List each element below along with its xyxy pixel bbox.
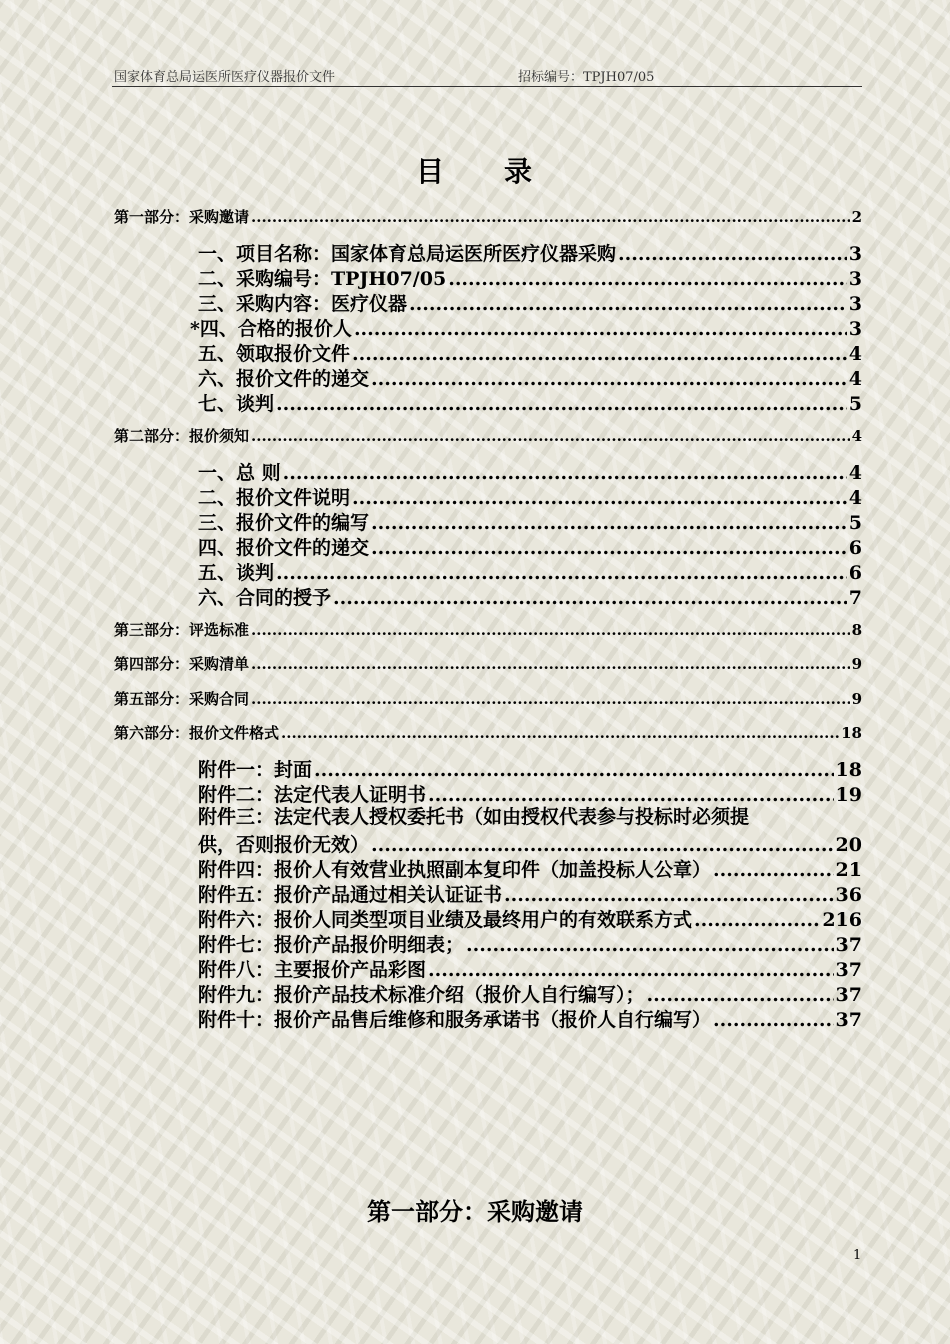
toc-entry-attachment-4[interactable] xyxy=(198,855,862,882)
toc-entry-part-5[interactable] xyxy=(114,688,862,709)
toc-entry-label: 第五部分：采购合同 xyxy=(114,690,250,708)
toc-entry-label: 附件三：法定代表人授权委托书（如由授权代表参与投标时必须提 xyxy=(198,806,750,828)
toc-entry-attachment-5[interactable] xyxy=(198,880,862,907)
toc-entry-page: 4 xyxy=(848,462,862,484)
toc-entry-page: 4 xyxy=(848,343,862,365)
leader-dots xyxy=(314,759,834,781)
toc-entry-page: 9 xyxy=(851,655,862,673)
toc-entry[interactable] xyxy=(190,314,862,341)
toc-entry[interactable] xyxy=(198,558,862,585)
toc-entry-page: 5 xyxy=(848,393,862,415)
toc-entry[interactable] xyxy=(198,508,862,535)
leader-dots xyxy=(251,690,850,708)
leader-dots xyxy=(713,1009,834,1031)
toc-entry[interactable] xyxy=(198,264,862,291)
toc-entry-attachment-3-line-1[interactable] xyxy=(198,805,862,830)
toc-entry-page: 4 xyxy=(851,427,862,445)
toc-entry-attachment-9[interactable] xyxy=(198,980,862,1007)
toc-entry-label: 第四部分：采购清单 xyxy=(114,655,250,673)
toc-entry-page: 9 xyxy=(851,690,862,708)
toc-entry-page: 18 xyxy=(841,724,862,742)
toc-entry-attachment-6[interactable] xyxy=(198,905,862,932)
toc-entry-attachment-7[interactable] xyxy=(198,930,862,957)
leader-dots xyxy=(409,293,847,315)
toc-entry-page: 6 xyxy=(848,562,862,584)
toc-entry-page: 3 xyxy=(848,243,862,265)
leader-dots xyxy=(251,621,850,639)
toc-entry-label: 第三部分：评选标准 xyxy=(114,621,250,639)
leader-dots xyxy=(647,984,834,1006)
toc-entry-part-6[interactable] xyxy=(114,722,862,743)
toc-entry-label: 七、谈判 xyxy=(198,393,275,415)
toc-entry-part-3[interactable] xyxy=(114,619,862,640)
toc-entry-attachment-10[interactable] xyxy=(198,1005,862,1032)
toc-entry-page: 18 xyxy=(835,759,862,781)
leader-dots xyxy=(371,834,834,856)
toc-entry-attachment-8[interactable] xyxy=(198,955,862,982)
leader-dots xyxy=(276,562,847,584)
toc-entry-page: 37 xyxy=(835,984,862,1006)
toc-entry-label: 第二部分：报价须知 xyxy=(114,427,250,445)
leader-dots xyxy=(251,208,850,226)
leader-dots xyxy=(466,934,834,956)
toc-entry-page: 20 xyxy=(835,834,862,856)
toc-title xyxy=(0,150,950,190)
toc-entry-part-2[interactable] xyxy=(114,425,862,446)
toc-entry[interactable] xyxy=(198,458,862,485)
toc-entry-label: 第一部分：采购邀请 xyxy=(114,208,250,226)
toc-entry-page: 2 xyxy=(851,208,862,226)
toc-entry-part-4[interactable] xyxy=(114,653,862,674)
leader-dots xyxy=(352,487,847,509)
leader-dots xyxy=(713,859,834,881)
toc-entry-label: 三、报价文件的编写 xyxy=(198,512,370,534)
toc-entry-label: 三、采购内容：医疗仪器 xyxy=(198,293,408,315)
leader-dots xyxy=(428,784,834,806)
toc-entry[interactable] xyxy=(198,339,862,366)
toc-entry-label: 二、采购编号：TPJH07/05 xyxy=(198,268,447,290)
toc-entry[interactable] xyxy=(198,389,862,416)
toc-entry-part-1[interactable] xyxy=(114,206,862,227)
toc-entry-attachment-1[interactable] xyxy=(198,755,862,782)
leader-dots xyxy=(276,393,847,415)
leader-dots xyxy=(371,537,847,559)
toc-entry-page: 19 xyxy=(835,784,862,806)
toc-entry[interactable] xyxy=(198,239,862,266)
toc-entry-label: 一、总 则 xyxy=(198,462,281,484)
toc-entry-label: 二、报价文件说明 xyxy=(198,487,351,509)
toc-entry-page: 21 xyxy=(835,859,862,881)
toc-entry-label: *四、合格的报价人 xyxy=(190,318,352,340)
toc-entry-label: 附件十：报价产品售后维修和服务承诺书（报价人自行编写） xyxy=(198,1009,712,1031)
toc-entry-label: 五、谈判 xyxy=(198,562,275,584)
leader-dots xyxy=(354,318,847,340)
leader-dots xyxy=(694,909,820,931)
toc-entry-page: 216 xyxy=(822,909,862,931)
toc-entry-label: 附件八：主要报价产品彩图 xyxy=(198,959,427,981)
toc-entry-page: 8 xyxy=(851,621,862,639)
toc-entry-page: 6 xyxy=(848,537,862,559)
page-number: 1 xyxy=(853,1248,862,1263)
toc-entry-page: 3 xyxy=(848,318,862,340)
page-header xyxy=(112,66,862,87)
toc-entry-page: 7 xyxy=(848,587,862,609)
toc-entry-label: 附件四：报价人有效营业执照副本复印件（加盖投标人公章） xyxy=(198,859,712,881)
toc-entry-page: 4 xyxy=(848,487,862,509)
header-document-title: 国家体育总局运医所医疗仪器报价文件 xyxy=(114,70,336,85)
leader-dots xyxy=(352,343,847,365)
leader-dots xyxy=(283,462,847,484)
toc-entry-label: 附件五：报价产品通过相关认证证书 xyxy=(198,884,503,906)
toc-entry-label: 附件九：报价产品技术标准介绍（报价人自行编写）； xyxy=(198,984,645,1006)
toc-entry-page: 37 xyxy=(835,934,862,956)
toc-entry-page: 4 xyxy=(848,368,862,390)
toc-entry[interactable] xyxy=(198,364,862,391)
toc-entry[interactable] xyxy=(198,483,862,510)
leader-dots xyxy=(618,243,847,265)
leader-dots xyxy=(371,512,847,534)
toc-title-char-1: 目 xyxy=(415,155,446,188)
toc-entry-label: 第六部分：报价文件格式 xyxy=(114,724,280,742)
toc-entry-label: 六、报价文件的递交 xyxy=(198,368,370,390)
leader-dots xyxy=(448,268,847,290)
toc-entry-label: 附件一：封面 xyxy=(198,759,313,781)
leader-dots xyxy=(251,655,850,673)
toc-entry-label: 附件六：报价人同类型项目业绩及最终用户的有效联系方式 xyxy=(198,909,693,931)
toc-entry[interactable] xyxy=(198,533,862,560)
toc-entry-page: 37 xyxy=(835,959,862,981)
toc-entry-page: 5 xyxy=(848,512,862,534)
toc-entry-label: 附件二：法定代表人证明书 xyxy=(198,784,427,806)
toc-entry-label: 五、领取报价文件 xyxy=(198,343,351,365)
toc-entry-label: 附件七：报价产品报价明细表； xyxy=(198,934,465,956)
leader-dots xyxy=(281,724,839,742)
toc-entry-label: 六、合同的授予 xyxy=(198,587,332,609)
leader-dots xyxy=(371,368,847,390)
section-heading: 第一部分：采购邀请 xyxy=(367,1197,583,1226)
toc-entry-page: 3 xyxy=(848,293,862,315)
toc-entry-label: 一、项目名称：国家体育总局运医所医疗仪器采购 xyxy=(198,243,617,265)
leader-dots xyxy=(504,884,834,906)
leader-dots xyxy=(333,587,847,609)
toc-title-char-2: 录 xyxy=(504,155,535,188)
toc-entry-label: 四、报价文件的递交 xyxy=(198,537,370,559)
toc-entry[interactable] xyxy=(198,289,862,316)
toc-entry-attachment-3[interactable] xyxy=(198,830,862,857)
toc-entry-page: 36 xyxy=(835,884,862,906)
toc-entry-attachment-2[interactable] xyxy=(198,780,862,807)
leader-dots xyxy=(428,959,834,981)
leader-dots xyxy=(251,427,850,445)
header-tender-number: 招标编号：TPJH07/05 xyxy=(518,70,655,85)
toc-entry-page: 37 xyxy=(835,1009,862,1031)
toc-entry-label: 供，否则报价无效） xyxy=(198,834,370,856)
toc-entry-page: 3 xyxy=(848,268,862,290)
toc-entry[interactable] xyxy=(198,583,862,610)
